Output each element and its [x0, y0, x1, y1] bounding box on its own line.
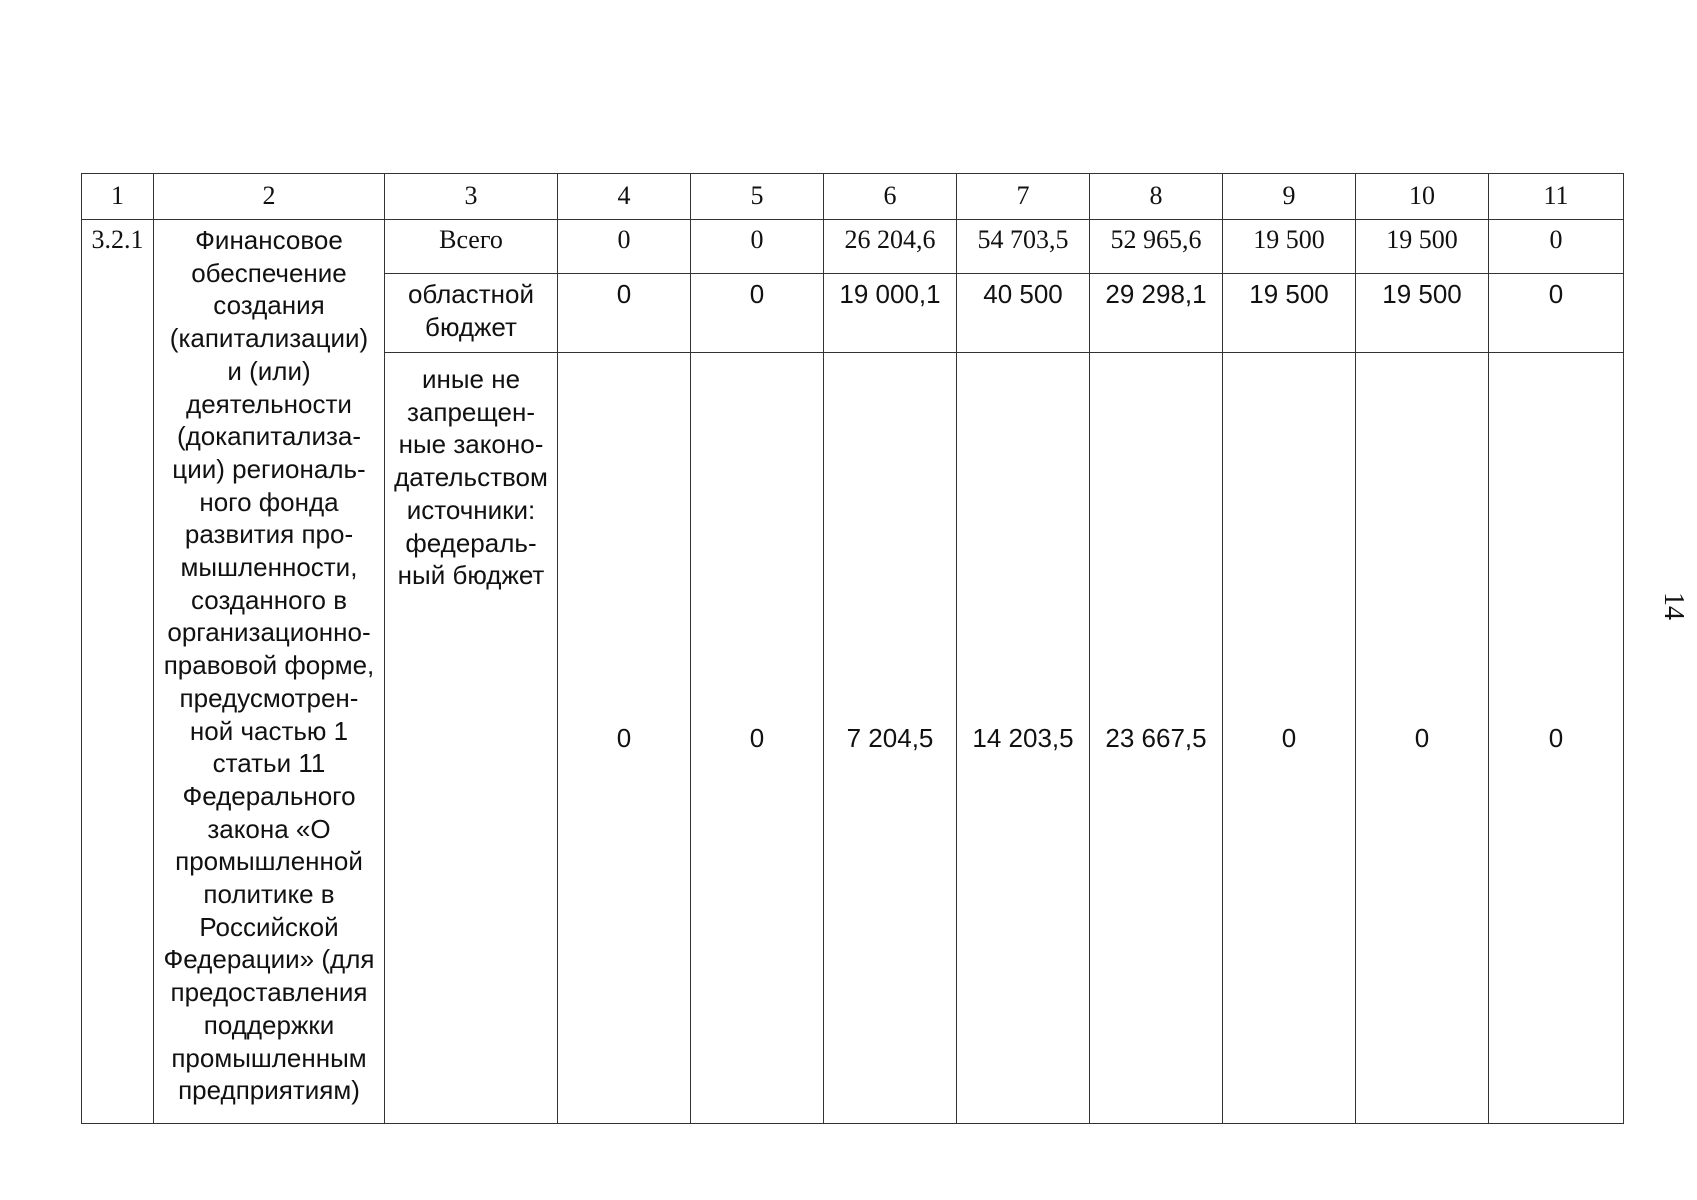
header-cell: 5 — [691, 174, 824, 220]
value-cell: 0 — [1223, 353, 1356, 1124]
header-cell: 8 — [1090, 174, 1223, 220]
value-cell: 0 — [558, 353, 691, 1124]
item-code: 3.2.1 — [82, 220, 154, 1124]
value-cell: 0 — [1489, 353, 1624, 1124]
header-cell: 1 — [82, 174, 154, 220]
funding-source: областной бюджет — [385, 274, 558, 353]
header-cell: 6 — [824, 174, 957, 220]
value-cell: 40 500 — [957, 274, 1090, 353]
value-cell: 0 — [691, 353, 824, 1124]
header-row — [82, 174, 1624, 220]
value-cell: 0 — [1489, 220, 1624, 274]
value-cell: 19 500 — [1356, 220, 1489, 274]
value-cell: 7 204,5 — [824, 353, 957, 1124]
funding-source: иные не запрещен- ные законо- дательством источники: федераль- ный бюджет — [385, 353, 558, 1124]
item-description: Финансовое обеспечение создания (капитализации) и (или) деятельности (докапитализа- ции) региональ- ного фонда развития про- мышленности, созданного в организационно- правовой форме, предусмотрен- ной частью 1 статьи 11 Федерального закона «О промышленной политике в Российской Федерации» (для предоставления поддержки промышленным предприятиям) — [154, 220, 385, 1124]
value-cell: 14 203,5 — [957, 353, 1090, 1124]
page-number: 14 — [1658, 592, 1689, 620]
header-cell: 7 — [957, 174, 1090, 220]
header-cell: 11 — [1489, 174, 1624, 220]
value-cell: 0 — [691, 274, 824, 353]
value-cell: 54 703,5 — [957, 220, 1090, 274]
header-cell: 2 — [154, 174, 385, 220]
header-cell: 9 — [1223, 174, 1356, 220]
value-cell: 0 — [1489, 274, 1624, 353]
header-cell: 3 — [385, 174, 558, 220]
value-cell: 19 000,1 — [824, 274, 957, 353]
table-row-total — [82, 220, 1624, 274]
funding-table — [81, 173, 1624, 1124]
value-cell: 52 965,6 — [1090, 220, 1223, 274]
value-cell: 0 — [558, 274, 691, 353]
funding-source: Всего — [385, 220, 558, 274]
value-cell: 29 298,1 — [1090, 274, 1223, 353]
value-cell: 0 — [1356, 353, 1489, 1124]
value-cell: 0 — [558, 220, 691, 274]
value-cell: 19 500 — [1356, 274, 1489, 353]
header-cell: 10 — [1356, 174, 1489, 220]
value-cell: 23 667,5 — [1090, 353, 1223, 1124]
value-cell: 19 500 — [1223, 220, 1356, 274]
value-cell: 26 204,6 — [824, 220, 957, 274]
value-cell: 0 — [691, 220, 824, 274]
header-cell: 4 — [558, 174, 691, 220]
value-cell: 19 500 — [1223, 274, 1356, 353]
